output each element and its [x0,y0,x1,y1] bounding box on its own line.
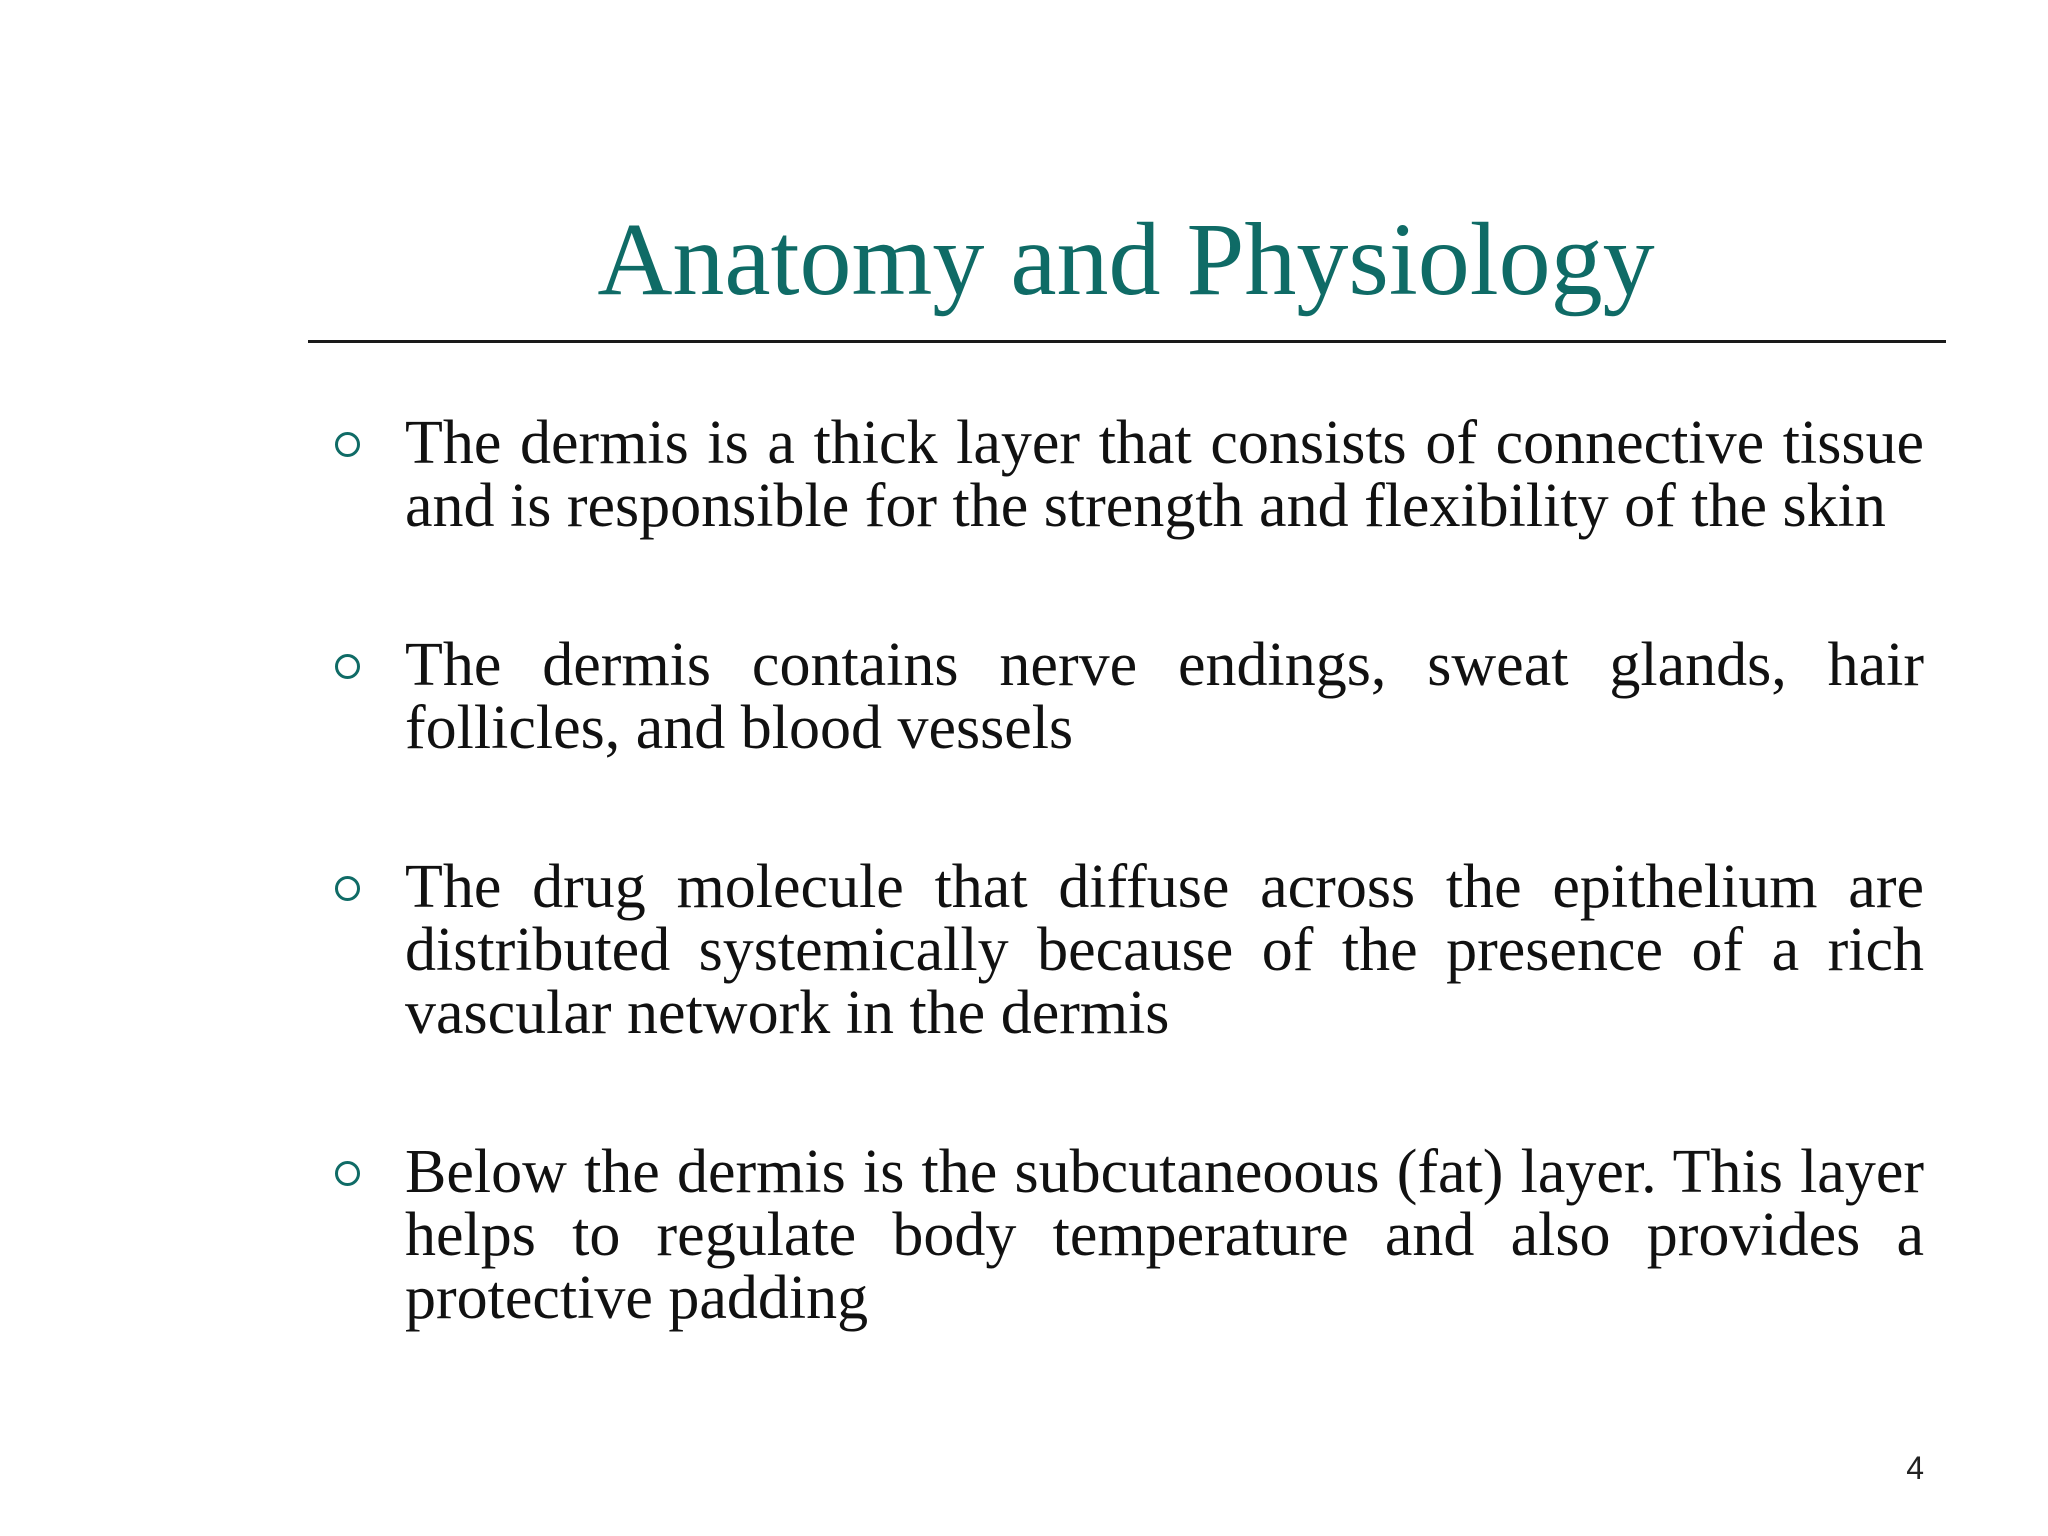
page-number: 4 [1906,1450,1924,1486]
bullet-text: The dermis is a thick layer that consists of connective tissue and is responsible for the strength and flexibility of the skin [405,409,1924,540]
bullet-text: The dermis contains nerve endings, sweat glands, hair follicles, and blood vessels [405,631,1924,762]
bullet-text: The drug molecule that diffuse across the epithelium are distributed systemically because of the presence of a rich vascular network in the dermis [405,853,1924,1047]
bullet-item [330,409,1924,540]
hollow-circle-icon [335,876,360,901]
bullet-item [330,631,1924,762]
slide-title: Anatomy and Physiology [597,202,1655,317]
bullet-text: Below the dermis is the subcutaneoous (fat) layer. This layer helps to regulate body temperature and also provides a protective padding [405,1138,1924,1332]
title-divider [308,340,1946,343]
hollow-circle-icon [335,654,360,679]
hollow-circle-icon [335,432,360,457]
bullet-list [330,409,1924,1426]
hollow-circle-icon [335,1161,360,1186]
bullet-item [330,853,1924,1047]
bullet-item [330,1138,1924,1332]
